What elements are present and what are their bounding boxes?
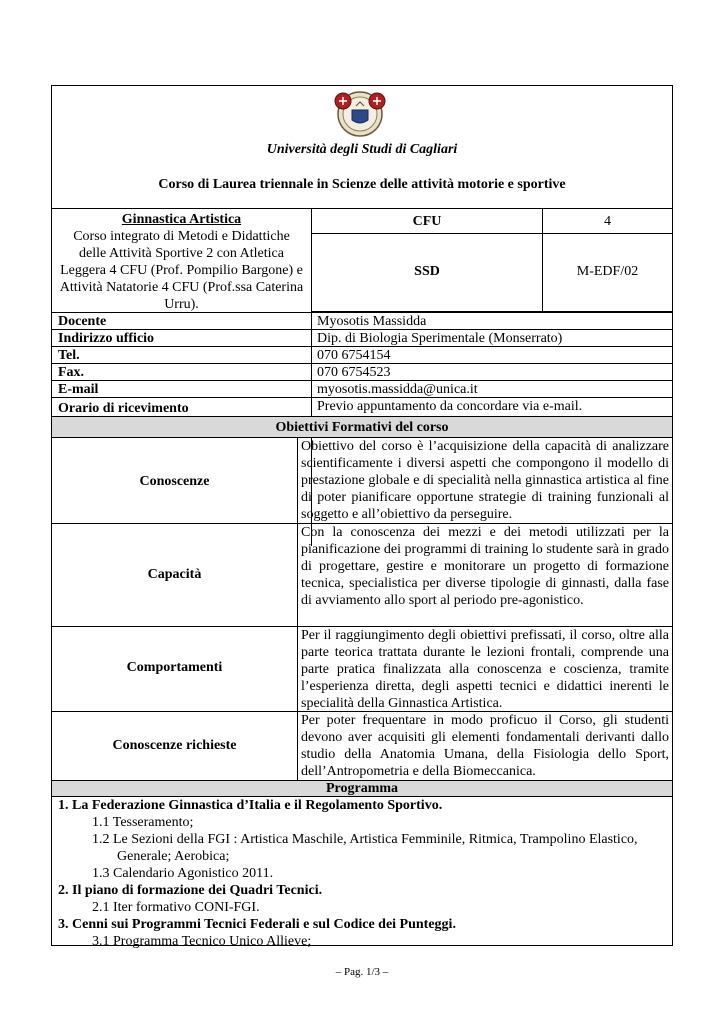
program-section-heading: 3. Cenni sui Programmi Tecnici Federali e sul Codice dei Punteggi. bbox=[58, 917, 456, 932]
info-value-docente: Myosotis Massidda bbox=[317, 314, 427, 329]
program-section-heading: 2. Il piano di formazione dei Quadri Tecnici. bbox=[58, 883, 323, 898]
program-content bbox=[58, 797, 668, 950]
program-item: 1.2 Le Sezioni della FGI : Artistica Maschile, Artistica Femminile, Ritmica, Trampolino Elastico, Generale; Aerobica; bbox=[92, 832, 638, 864]
program-item: 3.1 Programma Tecnico Unico Allieve; bbox=[92, 934, 312, 949]
objective-label-capacita: Capacità bbox=[147, 567, 202, 582]
objective-label-conoscenze: Conoscenze bbox=[139, 474, 210, 489]
info-value-fax: 070 6754523 bbox=[317, 365, 391, 380]
course-cell bbox=[52, 209, 311, 319]
program-section-heading: 1. La Federazione Ginnastica d’Italia e il Regolamento Sportivo. bbox=[58, 798, 443, 813]
info-value-email: myosotis.massidda@unica.it bbox=[317, 382, 478, 397]
cfu-label: CFU bbox=[412, 214, 442, 229]
objective-text-conoscenze-richieste: Per poter frequentare in modo proficuo il Corso, gli studenti devono aver acquisiti gli elementi fondamentali derivanti dallo studio della Anatomia Umana, della Fisiologia dello Sport, dell’Antropometria e della Biomeccanica. bbox=[301, 713, 669, 779]
info-label-ufficio: Indirizzo ufficio bbox=[58, 331, 155, 346]
degree-title: Corso di Laurea triennale in Scienze delle attività motorie e sportive bbox=[158, 177, 566, 192]
program-title: Programma bbox=[52, 781, 672, 796]
program-item: 1.3 Calendario Agonistico 2011. bbox=[92, 866, 274, 881]
cfu-value: 4 bbox=[604, 214, 611, 229]
page-number: – Pag. 1/3 – bbox=[335, 966, 389, 978]
document-table bbox=[51, 85, 673, 949]
program-item: 1.1 Tesseramento; bbox=[92, 815, 194, 830]
objectives-title: Obiettivi Formativi del corso bbox=[52, 417, 672, 437]
objective-label-conoscenze-richieste: Conoscenze richieste bbox=[112, 738, 237, 753]
objective-label-comportamenti: Comportamenti bbox=[126, 660, 223, 675]
document-header bbox=[52, 86, 672, 209]
program-item: 2.1 Iter formativo CONI-FGI. bbox=[92, 900, 260, 915]
objective-text-comportamenti: Per il raggiungimento degli obiettivi prefissati, il corso, oltre alla parte teorica trattata durante le lezioni frontali, comprende una parte pratica finalizzata alla conoscenza e coscienza, tramite l’esperienza diretta, degli aspetti tecnici e didattici inerenti le specialità della Ginnastica Artistica. bbox=[301, 628, 669, 711]
course-description: Corso integrato di Metodi e Didattiche delle Attività Sportive 2 con Atletica Leggera 4 CFU (Prof. Pompilio Bargone) e Attività Natatorie 4 CFU (Prof.ssa Caterina Urru). bbox=[59, 229, 304, 312]
info-label-orario: Orario di ricevimento bbox=[58, 401, 189, 416]
info-label-tel: Tel. bbox=[58, 348, 80, 363]
info-value-orario: Previo appuntamento da concordare via e-mail. bbox=[317, 399, 583, 414]
ssd-label: SSD bbox=[414, 264, 440, 279]
info-label-fax: Fax. bbox=[58, 365, 85, 380]
objective-text-conoscenze: Obiettivo del corso è l’acquisizione della capacità di analizzare scientificamente i diversi aspetti che compongono il modello di prestazione globale e di specialità nella ginnastica artistica al fine di poter pianificare opportune strategie di training funzionali al soggetto e all’obiettivo da perseguire. bbox=[301, 439, 669, 522]
info-label-email: E-mail bbox=[58, 382, 99, 397]
objective-text-capacita: Con la conoscenza dei mezzi e dei metodi utilizzati per la pianificazione dei programmi di training lo studente sarà in grado di progettare, gestire e monitorare un progetto di formazione tecnica, specialistica per diverse tipologie di ginnasti, dalla fase di avviamento allo sport al periodo pre-agonistico. bbox=[301, 525, 669, 608]
info-value-tel: 070 6754154 bbox=[317, 348, 391, 363]
info-value-ufficio: Dip. di Biologia Sperimentale (Monserrato) bbox=[317, 331, 563, 346]
university-seal-icon bbox=[332, 88, 388, 140]
university-name: Università degli Studi di Cagliari bbox=[266, 142, 458, 157]
course-name: Ginnastica Artistica bbox=[121, 212, 242, 227]
info-label-docente: Docente bbox=[58, 314, 107, 329]
ssd-value: M-EDF/02 bbox=[576, 264, 639, 279]
